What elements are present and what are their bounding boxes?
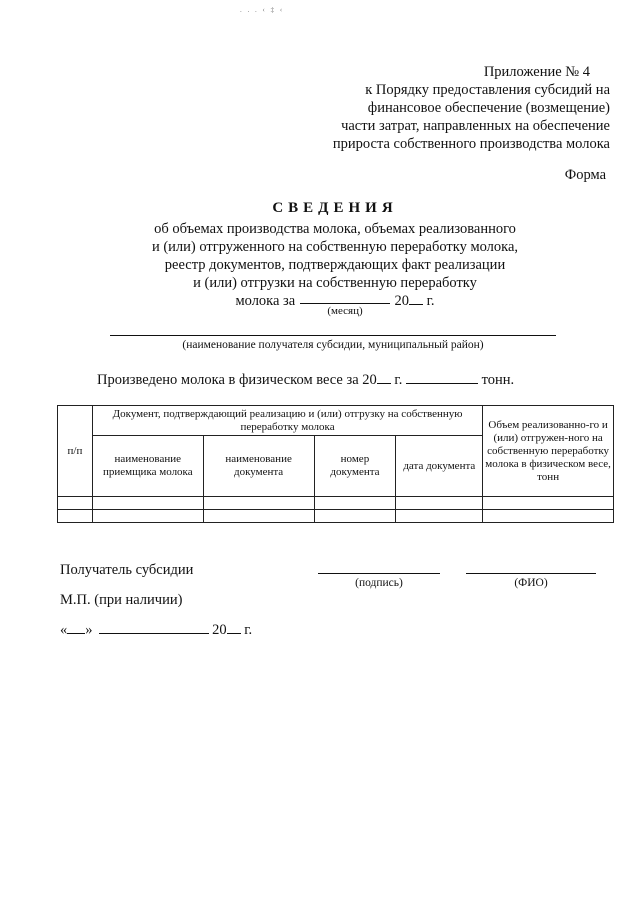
col-doc-name-header: наименование документа: [203, 436, 314, 497]
documents-table: [57, 405, 614, 523]
date-year-suffix: г.: [244, 622, 253, 638]
table-cell[interactable]: [314, 510, 396, 523]
document-title: СВЕДЕНИЯ: [272, 200, 398, 216]
date-line: [60, 621, 252, 639]
appendix-line: к Порядку предоставления субсидий на: [365, 82, 610, 98]
produced-year-suffix: г.: [394, 372, 403, 388]
period-year-blank[interactable]: [409, 292, 423, 305]
appendix-line: финансовое обеспечение (возмещение): [367, 100, 610, 116]
col-volume-header: Объем реализованно-го и (или) отгружен-ного на собственную переработку молока в физическом весе, тонн: [483, 406, 614, 497]
recipient-signature-label: Получатель субсидии: [60, 562, 194, 578]
period-prefix: молока за: [235, 293, 296, 309]
table-header-row: [58, 406, 614, 436]
produced-line: [97, 371, 514, 389]
appendix-block: [300, 63, 610, 153]
date-month-blank[interactable]: [99, 621, 209, 634]
produced-prefix: Произведено молока в физическом весе за 20: [97, 372, 377, 388]
table-cell[interactable]: [58, 497, 93, 510]
period-year-prefix: 20: [394, 293, 409, 309]
subtitle-line: реестр документов, подтверждающих факт реализации: [164, 257, 506, 273]
col-receiver-header: наименование приемщика молока: [92, 436, 203, 497]
month-caption: (месяц): [327, 305, 363, 317]
col-doc-number-header: номер документа: [314, 436, 396, 497]
date-year-prefix: 20: [212, 622, 227, 638]
recipient-field[interactable]: [110, 335, 556, 336]
table-row: [58, 497, 614, 510]
appendix-line: части затрат, направленных на обеспечение: [341, 118, 610, 134]
produced-year-blank[interactable]: [377, 371, 391, 384]
table-cell[interactable]: [58, 510, 93, 523]
month-underline: [300, 303, 390, 304]
appendix-line: прироста собственного производства молока: [332, 136, 610, 152]
date-close-quote: »: [85, 622, 93, 638]
recipient-caption: (наименование получателя субсидии, муниципальный район): [182, 339, 484, 351]
signature-field[interactable]: [318, 573, 440, 574]
table-cell[interactable]: [203, 497, 314, 510]
subtitle-line: и (или) отгруженного на собственную переработку молока,: [151, 239, 519, 255]
table-row: [58, 510, 614, 523]
date-open-quote: «: [60, 622, 68, 638]
scan-artifact: . . . ‹ ‡ ‹: [240, 6, 285, 14]
subtitle-line: об объемах производства молока, объемах реализованного: [154, 221, 516, 237]
document-subtitle: [0, 220, 640, 310]
table-cell[interactable]: [483, 510, 614, 523]
appendix-number: Приложение № 4: [483, 64, 590, 80]
table-cell[interactable]: [314, 497, 396, 510]
table-cell[interactable]: [92, 510, 203, 523]
produced-tons-blank[interactable]: [406, 371, 478, 384]
table-cell[interactable]: [203, 510, 314, 523]
form-label: Форма: [564, 167, 606, 183]
stamp-label: М.П. (при наличии): [60, 592, 183, 608]
col-num-header: п/п: [58, 406, 93, 497]
col-doc-date-header: дата документа: [396, 436, 483, 497]
full-name-caption: (ФИО): [514, 577, 548, 589]
date-day-blank[interactable]: [67, 621, 85, 634]
period-year-suffix: г.: [426, 293, 435, 309]
table-cell[interactable]: [396, 497, 483, 510]
full-name-field[interactable]: [466, 573, 596, 574]
table-cell[interactable]: [483, 497, 614, 510]
subtitle-line: и (или) отгрузки на собственную переработку: [193, 275, 477, 291]
table-cell[interactable]: [92, 497, 203, 510]
date-year-blank[interactable]: [227, 621, 241, 634]
produced-unit: тонн.: [481, 372, 515, 388]
signature-caption: (подпись): [355, 577, 403, 589]
table-cell[interactable]: [396, 510, 483, 523]
col-document-group-header: Документ, подтверждающий реализацию и (или) отгрузку на собственную переработку молока: [92, 406, 482, 436]
